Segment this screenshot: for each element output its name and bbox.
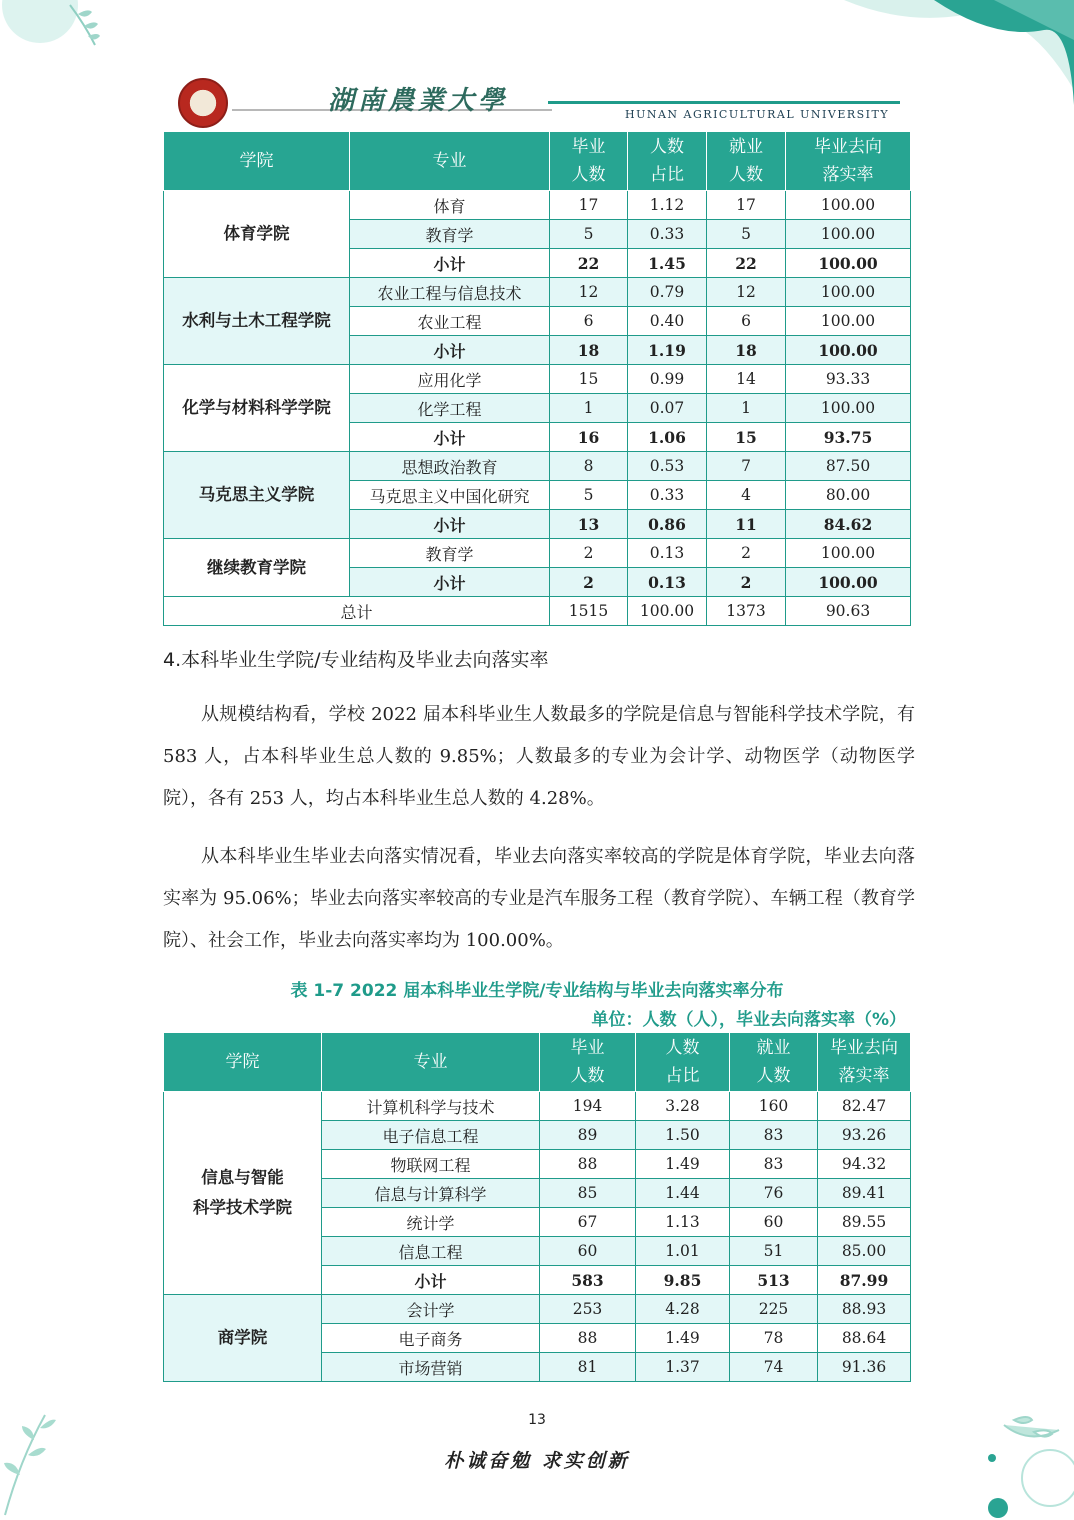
major-cell: 物联网工程: [322, 1150, 540, 1179]
table-1-7: [163, 1032, 911, 1382]
table-row: [164, 1092, 911, 1121]
section-heading: 4.本科毕业生学院/专业结构及毕业去向落实率: [163, 649, 549, 671]
employed-cell: 4: [707, 481, 786, 510]
ratio-cell: 0.86: [628, 510, 707, 539]
table-caption: 表 1-7 2022 届本科毕业生学院/专业结构与毕业去向落实率分布: [290, 981, 784, 1001]
grad-count-cell: 15: [550, 365, 628, 394]
ratio-cell: 1.49: [636, 1150, 730, 1179]
placement-rate-cell: 100.00: [786, 539, 911, 568]
grad-count-cell: 22: [550, 249, 628, 278]
college-cell: 化学与材料科学学院: [164, 365, 350, 452]
placement-rate-cell: 88.64: [818, 1324, 911, 1353]
employed-cell: 2: [707, 568, 786, 597]
employed-cell: 2: [707, 539, 786, 568]
header-grad-count: 毕业 人数: [550, 132, 628, 191]
placement-rate-cell: 89.55: [818, 1208, 911, 1237]
employed-cell: 513: [730, 1266, 818, 1295]
grad-count-cell: 16: [550, 423, 628, 452]
placement-rate-cell: 84.62: [786, 510, 911, 539]
top-left-leaf-decoration: [0, 0, 110, 60]
placement-rate-cell: 100.00: [786, 278, 911, 307]
grad-count-cell: 2: [550, 539, 628, 568]
employed-cell: 17: [707, 191, 786, 220]
major-cell: 统计学: [322, 1208, 540, 1237]
university-name-cn: 湖南農業大學: [328, 86, 509, 116]
major-cell: 会计学: [322, 1295, 540, 1324]
major-cell: 教育学: [350, 539, 550, 568]
grad-count-cell: 18: [550, 336, 628, 365]
ratio-cell: 0.07: [628, 394, 707, 423]
major-cell: 小计: [350, 510, 550, 539]
employed-cell: 76: [730, 1179, 818, 1208]
major-cell: 化学工程: [350, 394, 550, 423]
employed-cell: 12: [707, 278, 786, 307]
total-employed-cell: 1373: [707, 597, 786, 626]
grad-count-cell: 67: [540, 1208, 636, 1237]
major-cell: 农业工程: [350, 307, 550, 336]
grad-count-cell: 5: [550, 481, 628, 510]
table-row: [164, 191, 911, 220]
table-row: [164, 539, 911, 568]
major-cell: 计算机科学与技术: [322, 1092, 540, 1121]
placement-rate-cell: 87.99: [818, 1266, 911, 1295]
employed-cell: 74: [730, 1353, 818, 1382]
placement-rate-cell: 91.36: [818, 1353, 911, 1382]
placement-rate-cell: 88.93: [818, 1295, 911, 1324]
ratio-cell: 1.49: [636, 1324, 730, 1353]
major-cell: 马克思主义中国化研究: [350, 481, 550, 510]
employed-cell: 22: [707, 249, 786, 278]
grad-count-cell: 2: [550, 568, 628, 597]
ratio-cell: 1.13: [636, 1208, 730, 1237]
header-divider-right: [548, 101, 900, 104]
major-cell: 教育学: [350, 220, 550, 249]
placement-rate-cell: 87.50: [786, 452, 911, 481]
grad-count-cell: 88: [540, 1150, 636, 1179]
employed-cell: 160: [730, 1092, 818, 1121]
ratio-cell: 1.12: [628, 191, 707, 220]
employed-cell: 5: [707, 220, 786, 249]
major-cell: 小计: [350, 249, 550, 278]
top-right-wave-decoration: [844, 0, 1074, 110]
placement-rate-cell: 93.33: [786, 365, 911, 394]
header-major: 专业: [350, 132, 550, 191]
table-row: [164, 365, 911, 394]
employed-cell: 11: [707, 510, 786, 539]
placement-rate-cell: 82.47: [818, 1092, 911, 1121]
placement-rate-cell: 85.00: [818, 1237, 911, 1266]
table-college-major-continued: [163, 131, 911, 626]
ratio-cell: 0.53: [628, 452, 707, 481]
employed-cell: 83: [730, 1150, 818, 1179]
grad-count-cell: 5: [550, 220, 628, 249]
total-rate-cell: 90.63: [786, 597, 911, 626]
major-cell: 体育: [350, 191, 550, 220]
ratio-cell: 0.40: [628, 307, 707, 336]
placement-rate-cell: 100.00: [786, 249, 911, 278]
ratio-cell: 0.13: [628, 539, 707, 568]
table-row: [164, 452, 911, 481]
header-major: 专业: [322, 1033, 540, 1092]
major-cell: 电子商务: [322, 1324, 540, 1353]
table-row: [164, 1295, 911, 1324]
header-placement-rate: 毕业去向 落实率: [786, 132, 911, 191]
ratio-cell: 0.33: [628, 481, 707, 510]
grad-count-cell: 17: [550, 191, 628, 220]
grad-count-cell: 6: [550, 307, 628, 336]
placement-rate-cell: 100.00: [786, 336, 911, 365]
placement-rate-cell: 100.00: [786, 307, 911, 336]
major-cell: 农业工程与信息技术: [350, 278, 550, 307]
employed-cell: 51: [730, 1237, 818, 1266]
placement-rate-cell: 93.75: [786, 423, 911, 452]
college-cell: 继续教育学院: [164, 539, 350, 597]
employed-cell: 18: [707, 336, 786, 365]
placement-rate-cell: 94.32: [818, 1150, 911, 1179]
header-grad-count: 毕业 人数: [540, 1033, 636, 1092]
major-cell: 小计: [350, 423, 550, 452]
college-cell: 马克思主义学院: [164, 452, 350, 539]
ratio-cell: 1.06: [628, 423, 707, 452]
table-unit-note: 单位：人数（人），毕业去向落实率（%）: [591, 1010, 906, 1030]
employed-cell: 83: [730, 1121, 818, 1150]
header-ratio: 人数 占比: [636, 1033, 730, 1092]
employed-cell: 15: [707, 423, 786, 452]
university-seal-icon: [178, 78, 228, 128]
paragraph-scale-structure: 从规模结构看，学校 2022 届本科毕业生人数最多的学院是信息与智能科学技术学院，有 583 人，占本科毕业生总人数的 9.85%；人数最多的专业为会计学、动物医学（动物医学院），各有 253 人，均占本科毕业生总人数的 4.28%。: [163, 704, 915, 809]
ratio-cell: 1.44: [636, 1179, 730, 1208]
grad-count-cell: 253: [540, 1295, 636, 1324]
placement-rate-cell: 93.26: [818, 1121, 911, 1150]
grad-count-cell: 1: [550, 394, 628, 423]
college-cell: 信息与智能 科学技术学院: [164, 1092, 322, 1295]
placement-rate-cell: 100.00: [786, 568, 911, 597]
ratio-cell: 1.37: [636, 1353, 730, 1382]
header-employed: 就业 人数: [707, 132, 786, 191]
ratio-cell: 9.85: [636, 1266, 730, 1295]
ratio-cell: 1.50: [636, 1121, 730, 1150]
ratio-cell: 1.19: [628, 336, 707, 365]
header-placement-rate: 毕业去向 落实率: [818, 1033, 911, 1092]
major-cell: 思想政治教育: [350, 452, 550, 481]
university-name-en: HUNAN AGRICULTURAL UNIVERSITY: [625, 108, 890, 121]
grad-count-cell: 13: [550, 510, 628, 539]
grad-count-cell: 194: [540, 1092, 636, 1121]
total-ratio-cell: 100.00: [628, 597, 707, 626]
major-cell: 信息工程: [322, 1237, 540, 1266]
employed-cell: 6: [707, 307, 786, 336]
placement-rate-cell: 100.00: [786, 220, 911, 249]
grad-count-cell: 8: [550, 452, 628, 481]
placement-rate-cell: 100.00: [786, 394, 911, 423]
ratio-cell: 1.01: [636, 1237, 730, 1266]
ratio-cell: 0.33: [628, 220, 707, 249]
header-college: 学院: [164, 132, 350, 191]
table-header-row: [164, 1033, 911, 1092]
ratio-cell: 0.79: [628, 278, 707, 307]
major-cell: 应用化学: [350, 365, 550, 394]
grad-count-cell: 12: [550, 278, 628, 307]
ratio-cell: 1.45: [628, 249, 707, 278]
major-cell: 小计: [350, 568, 550, 597]
employed-cell: 1: [707, 394, 786, 423]
employed-cell: 14: [707, 365, 786, 394]
total-label-cell: 总计: [164, 597, 550, 626]
total-grad-cell: 1515: [550, 597, 628, 626]
total-row: [164, 597, 911, 626]
table-header-row: [164, 132, 911, 191]
page-number: 13: [528, 1412, 546, 1428]
paragraph-placement-rate: 从本科毕业生毕业去向落实情况看，毕业去向落实率较高的学院是体育学院，毕业去向落实率为 95.06%；毕业去向落实率较高的专业是汽车服务工程（教育学院）、车辆工程（教育学院）、社会工作，毕业去向落实率均为 100.00%。: [163, 846, 915, 951]
employed-cell: 60: [730, 1208, 818, 1237]
grad-count-cell: 88: [540, 1324, 636, 1353]
header-employed: 就业 人数: [730, 1033, 818, 1092]
employed-cell: 78: [730, 1324, 818, 1353]
header-college: 学院: [164, 1033, 322, 1092]
table-row: [164, 278, 911, 307]
college-cell: 商学院: [164, 1295, 322, 1382]
grad-count-cell: 89: [540, 1121, 636, 1150]
ratio-cell: 0.13: [628, 568, 707, 597]
major-cell: 小计: [350, 336, 550, 365]
college-cell: 水利与土木工程学院: [164, 278, 350, 365]
ratio-cell: 3.28: [636, 1092, 730, 1121]
ratio-cell: 4.28: [636, 1295, 730, 1324]
employed-cell: 7: [707, 452, 786, 481]
grad-count-cell: 85: [540, 1179, 636, 1208]
university-motto: 朴诚奋勉 求实创新: [444, 1450, 630, 1472]
college-cell: 体育学院: [164, 191, 350, 278]
major-cell: 市场营销: [322, 1353, 540, 1382]
major-cell: 小计: [322, 1266, 540, 1295]
placement-rate-cell: 89.41: [818, 1179, 911, 1208]
major-cell: 电子信息工程: [322, 1121, 540, 1150]
grad-count-cell: 60: [540, 1237, 636, 1266]
placement-rate-cell: 100.00: [786, 191, 911, 220]
major-cell: 信息与计算科学: [322, 1179, 540, 1208]
ratio-cell: 0.99: [628, 365, 707, 394]
employed-cell: 225: [730, 1295, 818, 1324]
grad-count-cell: 583: [540, 1266, 636, 1295]
grad-count-cell: 81: [540, 1353, 636, 1382]
header-ratio: 人数 占比: [628, 132, 707, 191]
placement-rate-cell: 80.00: [786, 481, 911, 510]
